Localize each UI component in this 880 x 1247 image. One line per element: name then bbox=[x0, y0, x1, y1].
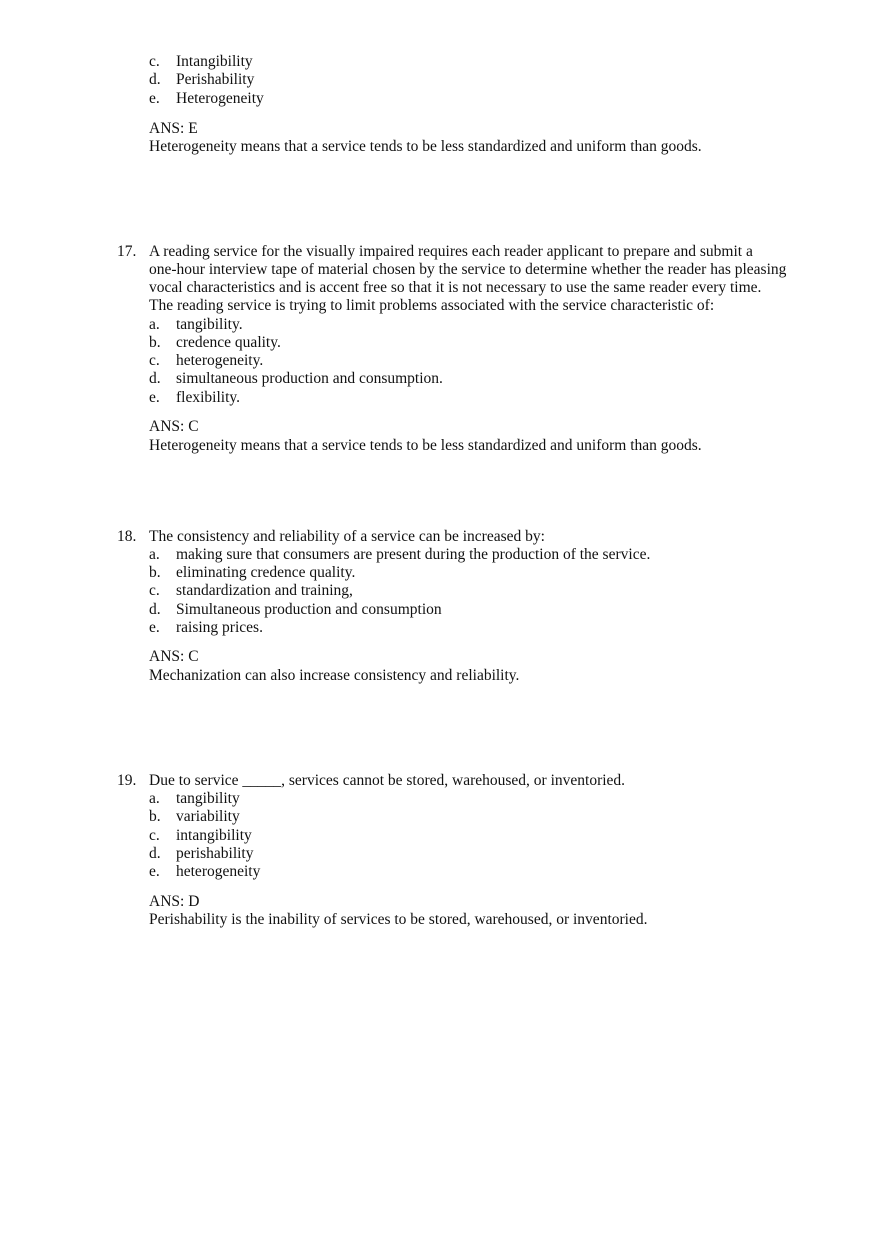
option-text: Heterogeneity bbox=[176, 90, 264, 107]
option-letter: e. bbox=[149, 90, 160, 107]
option-letter: b. bbox=[149, 564, 161, 581]
question-stem-row bbox=[0, 261, 880, 279]
answer-row bbox=[0, 120, 880, 138]
option-row bbox=[0, 582, 880, 600]
explanation-row bbox=[0, 911, 880, 929]
question-stem-row bbox=[0, 243, 880, 261]
question-stem-line: Due to service _____, services cannot be stored, warehoused, or inventoried. bbox=[149, 772, 626, 789]
option-letter: b. bbox=[149, 334, 161, 351]
option-row bbox=[0, 564, 880, 582]
option-row bbox=[0, 845, 880, 863]
answer-row bbox=[0, 893, 880, 911]
answer-explanation: Heterogeneity means that a service tends to be less standardized and uniform than goods. bbox=[149, 437, 702, 454]
option-row bbox=[0, 71, 880, 89]
question-number: 19. bbox=[117, 772, 137, 789]
answer-row bbox=[0, 648, 880, 666]
option-text: standardization and training, bbox=[176, 582, 353, 599]
option-letter: c. bbox=[149, 53, 160, 70]
option-row bbox=[0, 863, 880, 881]
question-stem-line: A reading service for the visually impaired requires each reader applicant to prepare and submit a bbox=[149, 243, 753, 260]
option-letter: c. bbox=[149, 352, 160, 369]
explanation-row bbox=[0, 437, 880, 455]
option-row bbox=[0, 808, 880, 826]
option-text: Simultaneous production and consumption bbox=[176, 601, 442, 618]
option-letter: e. bbox=[149, 863, 160, 880]
option-letter: d. bbox=[149, 601, 161, 618]
answer-row bbox=[0, 418, 880, 436]
option-text: intangibility bbox=[176, 827, 252, 844]
option-text: heterogeneity. bbox=[176, 352, 264, 369]
answer-explanation: Perishability is the inability of services to be stored, warehoused, or inventoried. bbox=[149, 911, 648, 928]
option-row bbox=[0, 827, 880, 845]
option-row bbox=[0, 334, 880, 352]
question-number: 18. bbox=[117, 528, 137, 545]
option-letter: d. bbox=[149, 845, 161, 862]
option-text: simultaneous production and consumption. bbox=[176, 370, 443, 387]
option-letter: a. bbox=[149, 546, 160, 563]
option-row bbox=[0, 790, 880, 808]
option-row bbox=[0, 53, 880, 71]
option-text: making sure that consumers are present during the production of the service. bbox=[176, 546, 651, 563]
option-text: Intangibility bbox=[176, 53, 253, 70]
option-text: tangibility. bbox=[176, 316, 243, 333]
answer-explanation: Mechanization can also increase consistency and reliability. bbox=[149, 667, 520, 684]
answer-key: ANS: E bbox=[149, 120, 198, 137]
option-row bbox=[0, 316, 880, 334]
option-row bbox=[0, 601, 880, 619]
question-stem-line: The consistency and reliability of a service can be increased by: bbox=[149, 528, 545, 545]
option-row bbox=[0, 389, 880, 407]
option-letter: b. bbox=[149, 808, 161, 825]
answer-explanation: Heterogeneity means that a service tends to be less standardized and uniform than goods. bbox=[149, 138, 702, 155]
option-row bbox=[0, 90, 880, 108]
explanation-row bbox=[0, 667, 880, 685]
option-letter: c. bbox=[149, 827, 160, 844]
question-stem-line: one-hour interview tape of material chosen by the service to determine whether the reader has pleasing bbox=[149, 261, 787, 278]
option-letter: d. bbox=[149, 71, 161, 88]
question-stem-line: The reading service is trying to limit problems associated with the service characteristic of: bbox=[149, 297, 715, 314]
option-text: heterogeneity bbox=[176, 863, 261, 880]
option-letter: a. bbox=[149, 316, 160, 333]
question-stem-row bbox=[0, 772, 880, 790]
option-letter: e. bbox=[149, 389, 160, 406]
option-text: raising prices. bbox=[176, 619, 263, 636]
option-text: perishability bbox=[176, 845, 254, 862]
question-stem-row bbox=[0, 528, 880, 546]
option-text: flexibility. bbox=[176, 389, 240, 406]
option-letter: c. bbox=[149, 582, 160, 599]
option-text: credence quality. bbox=[176, 334, 281, 351]
option-row bbox=[0, 619, 880, 637]
question-stem-row bbox=[0, 297, 880, 315]
question-stem-row bbox=[0, 279, 880, 297]
answer-key: ANS: C bbox=[149, 418, 199, 435]
option-row bbox=[0, 370, 880, 388]
question-stem-line: vocal characteristics and is accent free so that it is not necessary to use the same reader every time. bbox=[149, 279, 762, 296]
question-number: 17. bbox=[117, 243, 137, 260]
option-letter: d. bbox=[149, 370, 161, 387]
option-letter: e. bbox=[149, 619, 160, 636]
explanation-row bbox=[0, 138, 880, 156]
option-text: eliminating credence quality. bbox=[176, 564, 356, 581]
option-row bbox=[0, 352, 880, 370]
option-row bbox=[0, 546, 880, 564]
answer-key: ANS: D bbox=[149, 893, 200, 910]
option-text: variability bbox=[176, 808, 240, 825]
option-letter: a. bbox=[149, 790, 160, 807]
answer-key: ANS: C bbox=[149, 648, 199, 665]
option-text: Perishability bbox=[176, 71, 255, 88]
option-text: tangibility bbox=[176, 790, 240, 807]
